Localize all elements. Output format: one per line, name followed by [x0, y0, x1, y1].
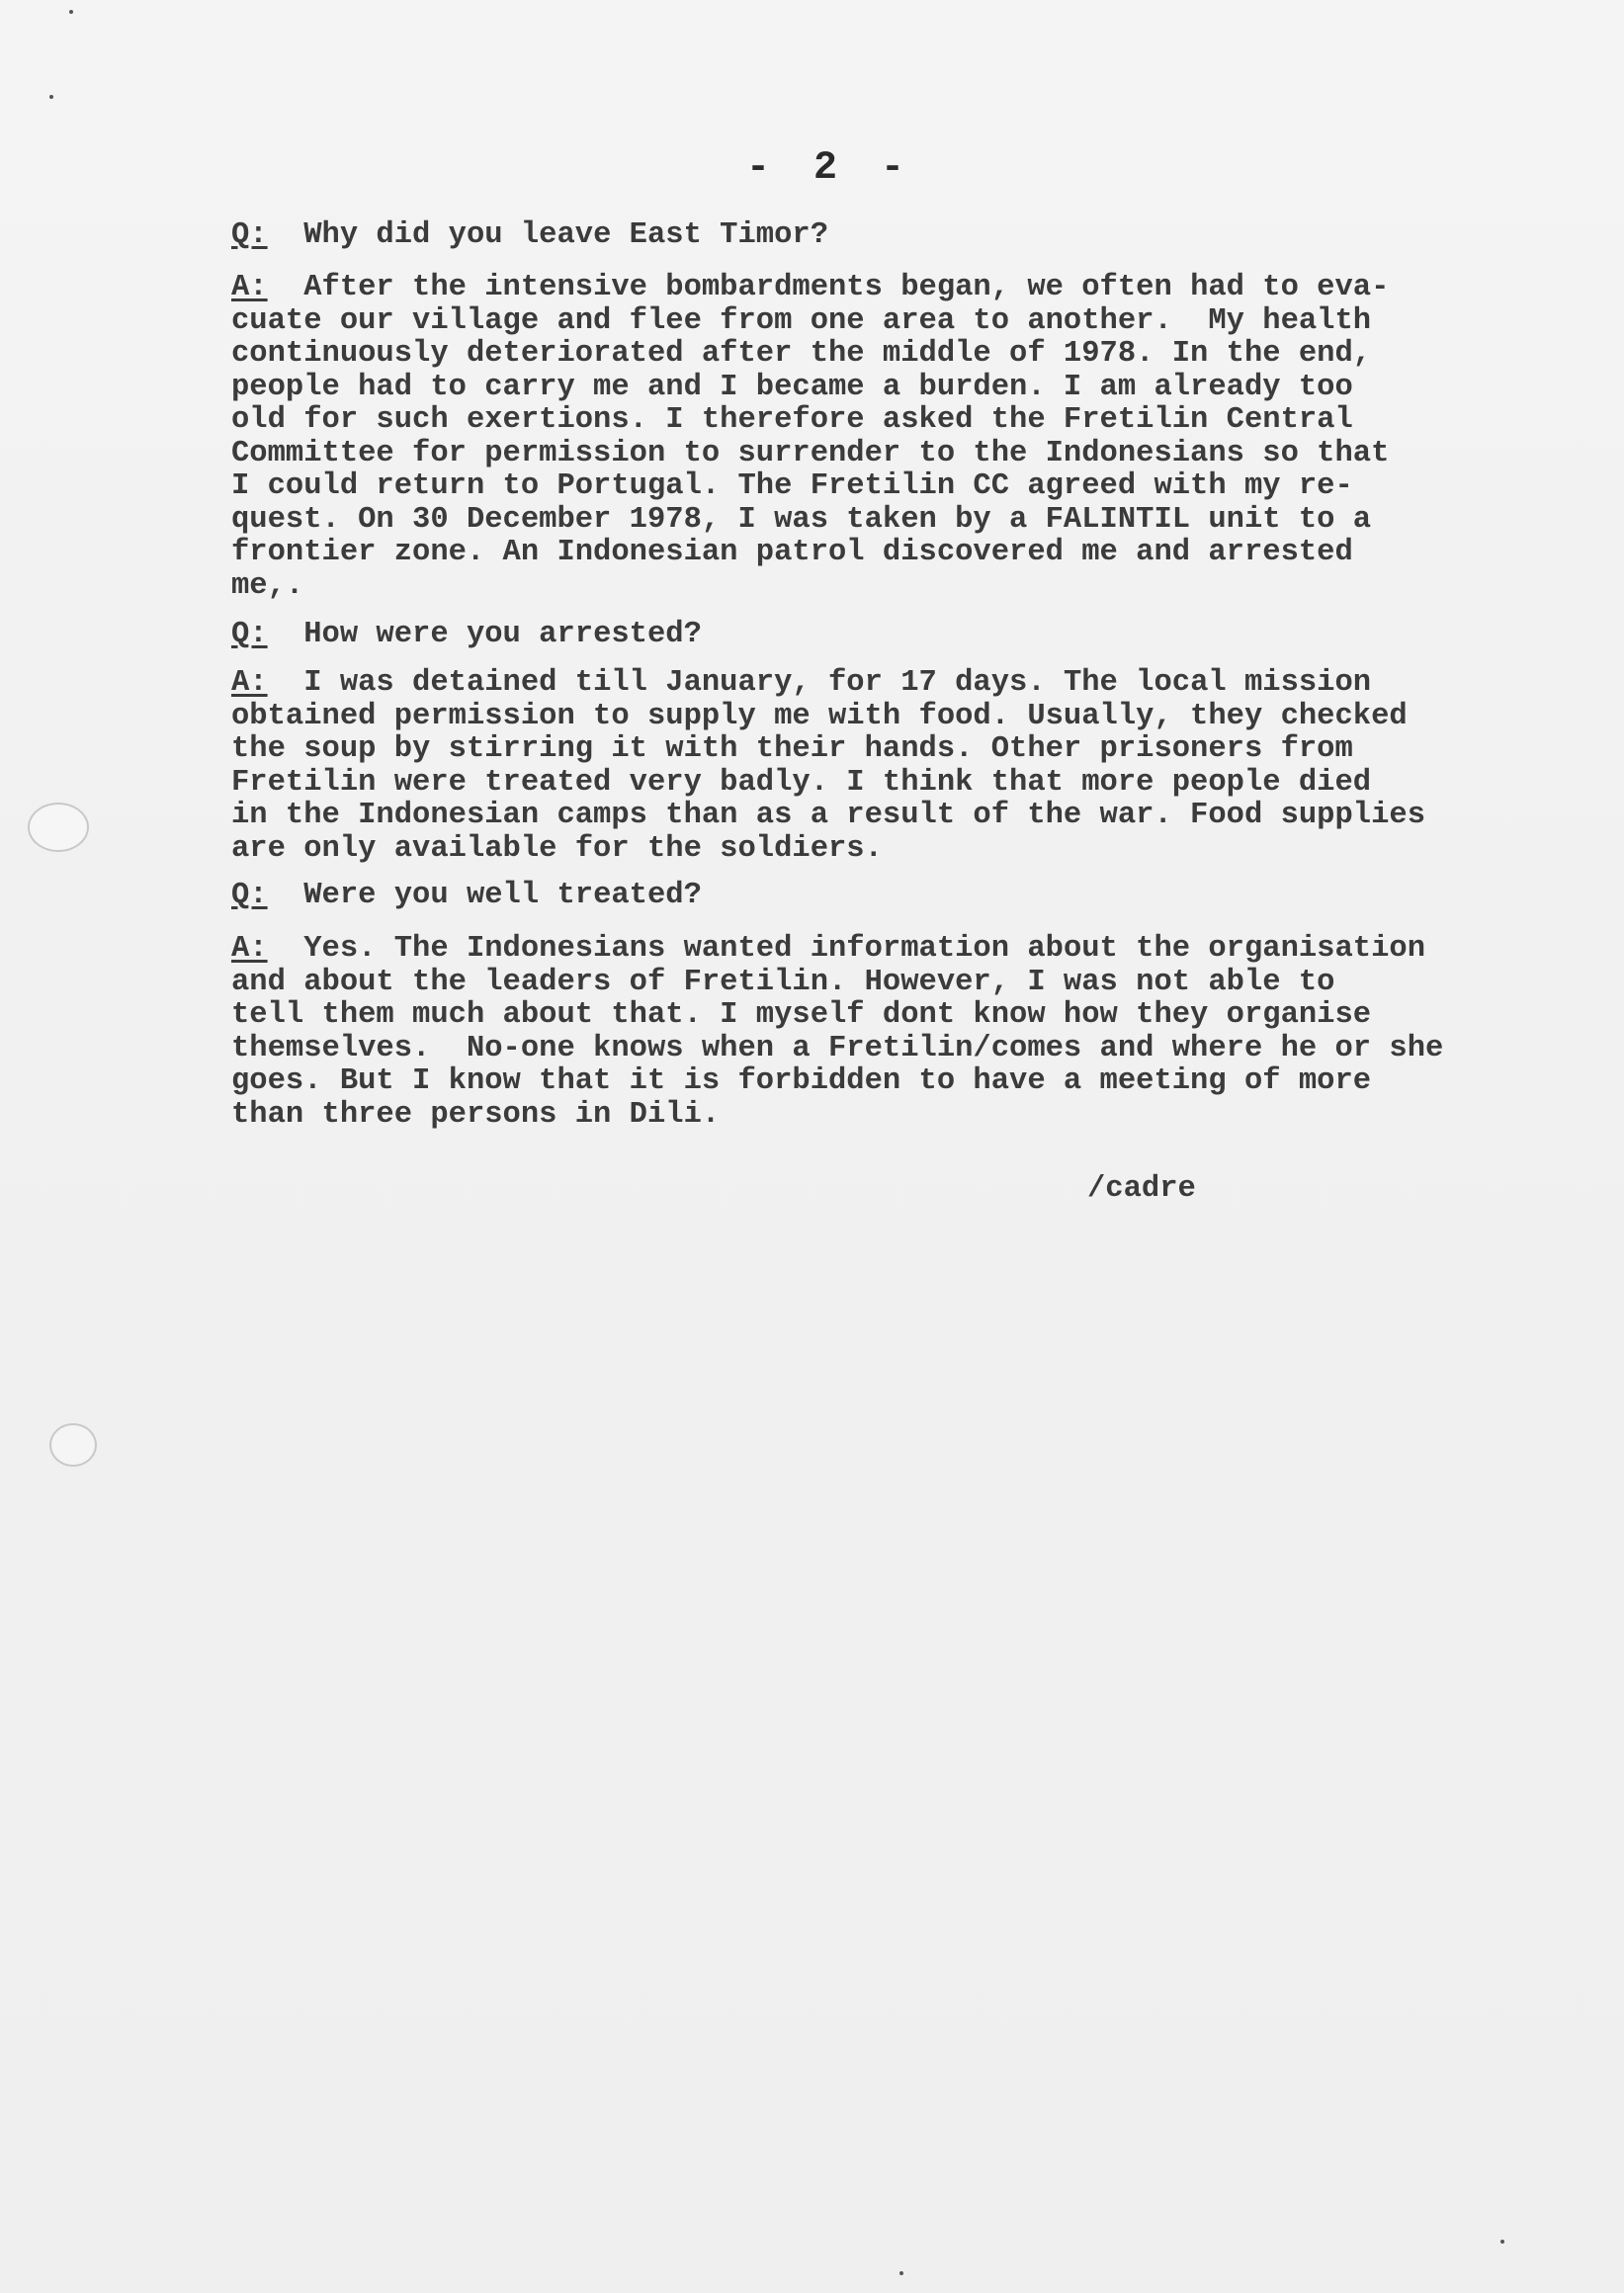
answer-line: After the intensive bombardments began, we often had to eva-	[303, 271, 1390, 304]
question-label: Q:	[231, 618, 268, 651]
answer-label: A:	[231, 666, 268, 700]
answer-3	[231, 933, 1595, 1132]
question-label: Q:	[231, 879, 268, 912]
answer-line: in the Indonesian camps than as a result of the war. Food supplies	[231, 799, 1425, 832]
answer-line: than three persons in Dili.	[231, 1097, 721, 1132]
answer-1	[231, 272, 1595, 603]
insertion-note: /cadre	[1087, 1172, 1196, 1206]
answer-line: Fretilin were treated very badly. I think that more people died	[231, 765, 1372, 800]
question-text: Were you well treated?	[303, 879, 702, 912]
answer-label: A:	[231, 932, 268, 966]
answer-line: are only available for the soldiers.	[231, 831, 883, 866]
answer-line: Yes. The Indonesians wanted information about the organisation	[303, 932, 1426, 966]
punch-hole-bottom	[49, 1423, 97, 1467]
paper-speck	[1500, 2240, 1504, 2244]
punch-hole-top	[28, 803, 89, 852]
answer-line: obtained permission to supply me with food. Usually, they checked	[231, 699, 1408, 733]
answer-label: A:	[231, 271, 268, 304]
page-number: - 2 -	[745, 146, 915, 191]
answer-line: quest. On 30 December 1978, I was taken by a FALINTIL unit to a	[231, 502, 1372, 537]
answer-line: tell them much about that. I myself dont know how they organise	[231, 998, 1372, 1032]
answer-line: frontier zone. An Indonesian patrol discovered me and arrested	[231, 536, 1353, 569]
question-2	[231, 619, 1595, 652]
answer-line: people had to carry me and I became a burden. I am already too	[231, 370, 1353, 404]
answer-line: the soup by stirring it with their hands. Other prisoners from	[231, 732, 1353, 766]
question-text: Why did you leave East Timor?	[303, 218, 829, 252]
answer-line: Committee for permission to surrender to the Indonesians so that	[231, 436, 1390, 470]
answer-line: I could return to Portugal. The Fretilin CC agreed with my re-	[231, 469, 1353, 503]
paper-speck	[69, 10, 73, 14]
paper-speck	[49, 95, 53, 99]
question-3	[231, 880, 1595, 913]
question-text: How were you arrested?	[303, 618, 702, 651]
answer-line: me,.	[231, 568, 304, 603]
answer-line: themselves. No-one knows when a Fretilin/comes and where he or she	[231, 1031, 1444, 1065]
answer-line: I was detained till January, for 17 days. The local mission	[303, 666, 1372, 700]
question-1	[231, 219, 1595, 253]
paper-speck	[899, 2271, 903, 2275]
answer-line: goes. But I know that it is forbidden to have a meeting of more	[231, 1064, 1372, 1098]
answer-line: old for such exertions. I therefore asked the Fretilin Central	[231, 403, 1353, 437]
answer-line: and about the leaders of Fretilin. However, I was not able to	[231, 965, 1335, 999]
answer-line: cuate our village and flee from one area to another. My health	[231, 303, 1372, 338]
answer-2	[231, 667, 1595, 866]
question-label: Q:	[231, 218, 268, 252]
answer-line: continuously deteriorated after the middle of 1978. In the end,	[231, 337, 1372, 371]
